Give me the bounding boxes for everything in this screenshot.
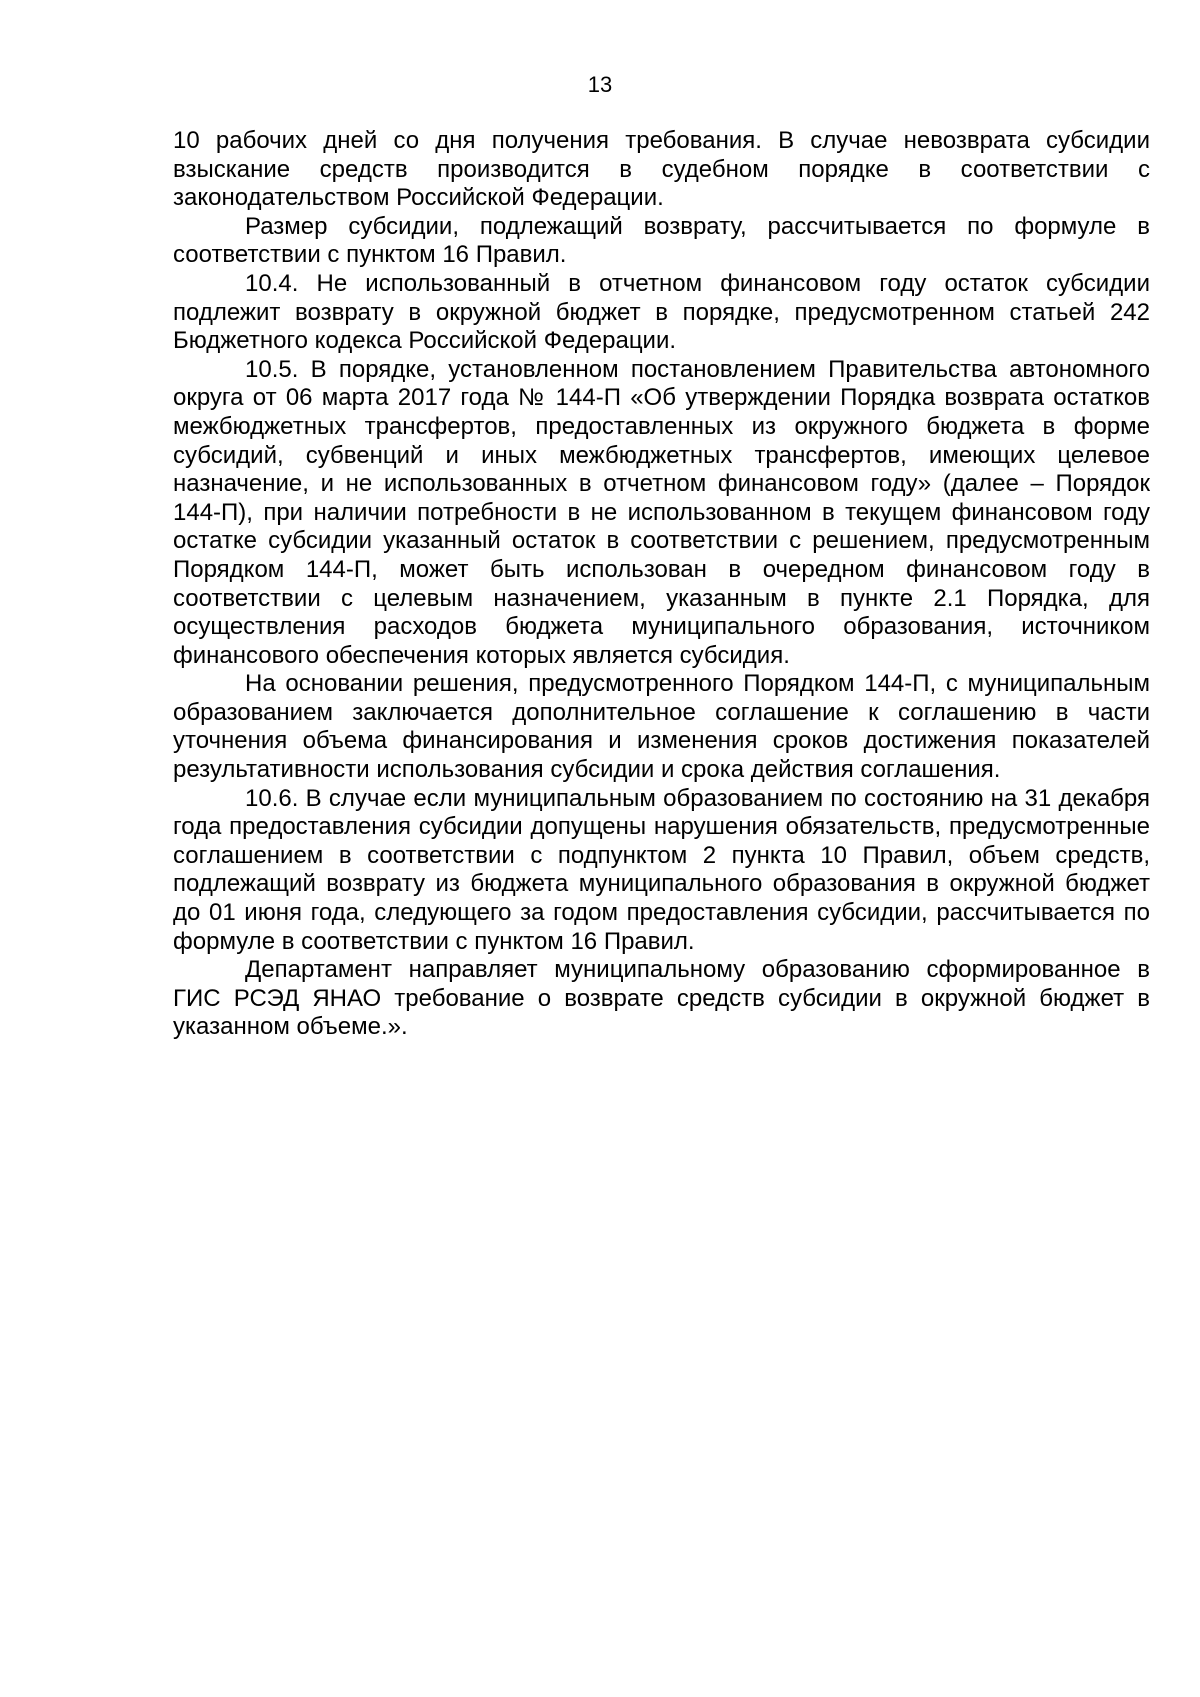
paragraph-10-4: 10.4. Не использованный в отчетном финансовом году остаток субсидии подлежит возврату в окружной бюджет в порядке, предусмотренном статьей 242 Бюджетного кодекса Российской Федерации. (173, 269, 1150, 355)
paragraph-additional-agreement: На основании решения, предусмотренного Порядком 144-П, с муниципальным образованием заключается дополнительное соглашение к соглашению в части уточнения объема финансирования и изменения сроков достижения показателей результативности использования субсидии и срока действия соглашения. (173, 670, 1150, 784)
paragraph-department-requirement: Департамент направляет муниципальному образованию сформированное в ГИС РСЭД ЯНАО требование о возврате средств субсидии в окружной бюджет в указанном объеме.». (173, 956, 1150, 1041)
paragraph-continuation: 10 рабочих дней со дня получения требования. В случае невозврата субсидии взыскание средств производится в судебном порядке в соответствии с законодательством Российской Федерации. (173, 127, 1150, 212)
paragraph-10-6: 10.6. В случае если муниципальным образованием по состоянию на 31 декабря года предоставления субсидии допущены нарушения обязательств, предусмотренные соглашением в соответствии с подпунктом 2 пункта 10 Правил, объем средств, подлежащий возврату из бюджета муниципального образования в окружной бюджет до 01 июня года, следующего за годом предоставления субсидии, рассчитывается по формуле в соответствии с пунктом 16 Правил. (173, 784, 1150, 955)
paragraph-refund-size: Размер субсидии, подлежащий возврату, рассчитывается по формуле в соответствии с пунктом 16 Правил. (173, 212, 1150, 269)
paragraph-10-5: 10.5. В порядке, установленном постановлением Правительства автономного округа от 06 марта 2017 года № 144-П «Об утверждении Порядка возврата остатков межбюджетных трансфертов, предоставленных из окружного бюджета в форме субсидий, субвенций и иных межбюджетных трансфертов, имеющих целевое назначение, и не использованных в отчетном финансовом году» (далее – Порядок 144-П), при наличии потребности в не использованном в текущем финансовом году остатке субсидии указанный остаток в соответствии с решением, предусмотренным Порядком 144-П, может быть использован в очередном финансовом году в соответствии с целевым назначением, указанным в пункте 2.1 Порядка, для осуществления расходов бюджета муниципального образования, источником финансового обеспечения которых является субсидия. (173, 355, 1150, 669)
document-body (173, 127, 1150, 1042)
page-number: 13 (587, 72, 613, 97)
